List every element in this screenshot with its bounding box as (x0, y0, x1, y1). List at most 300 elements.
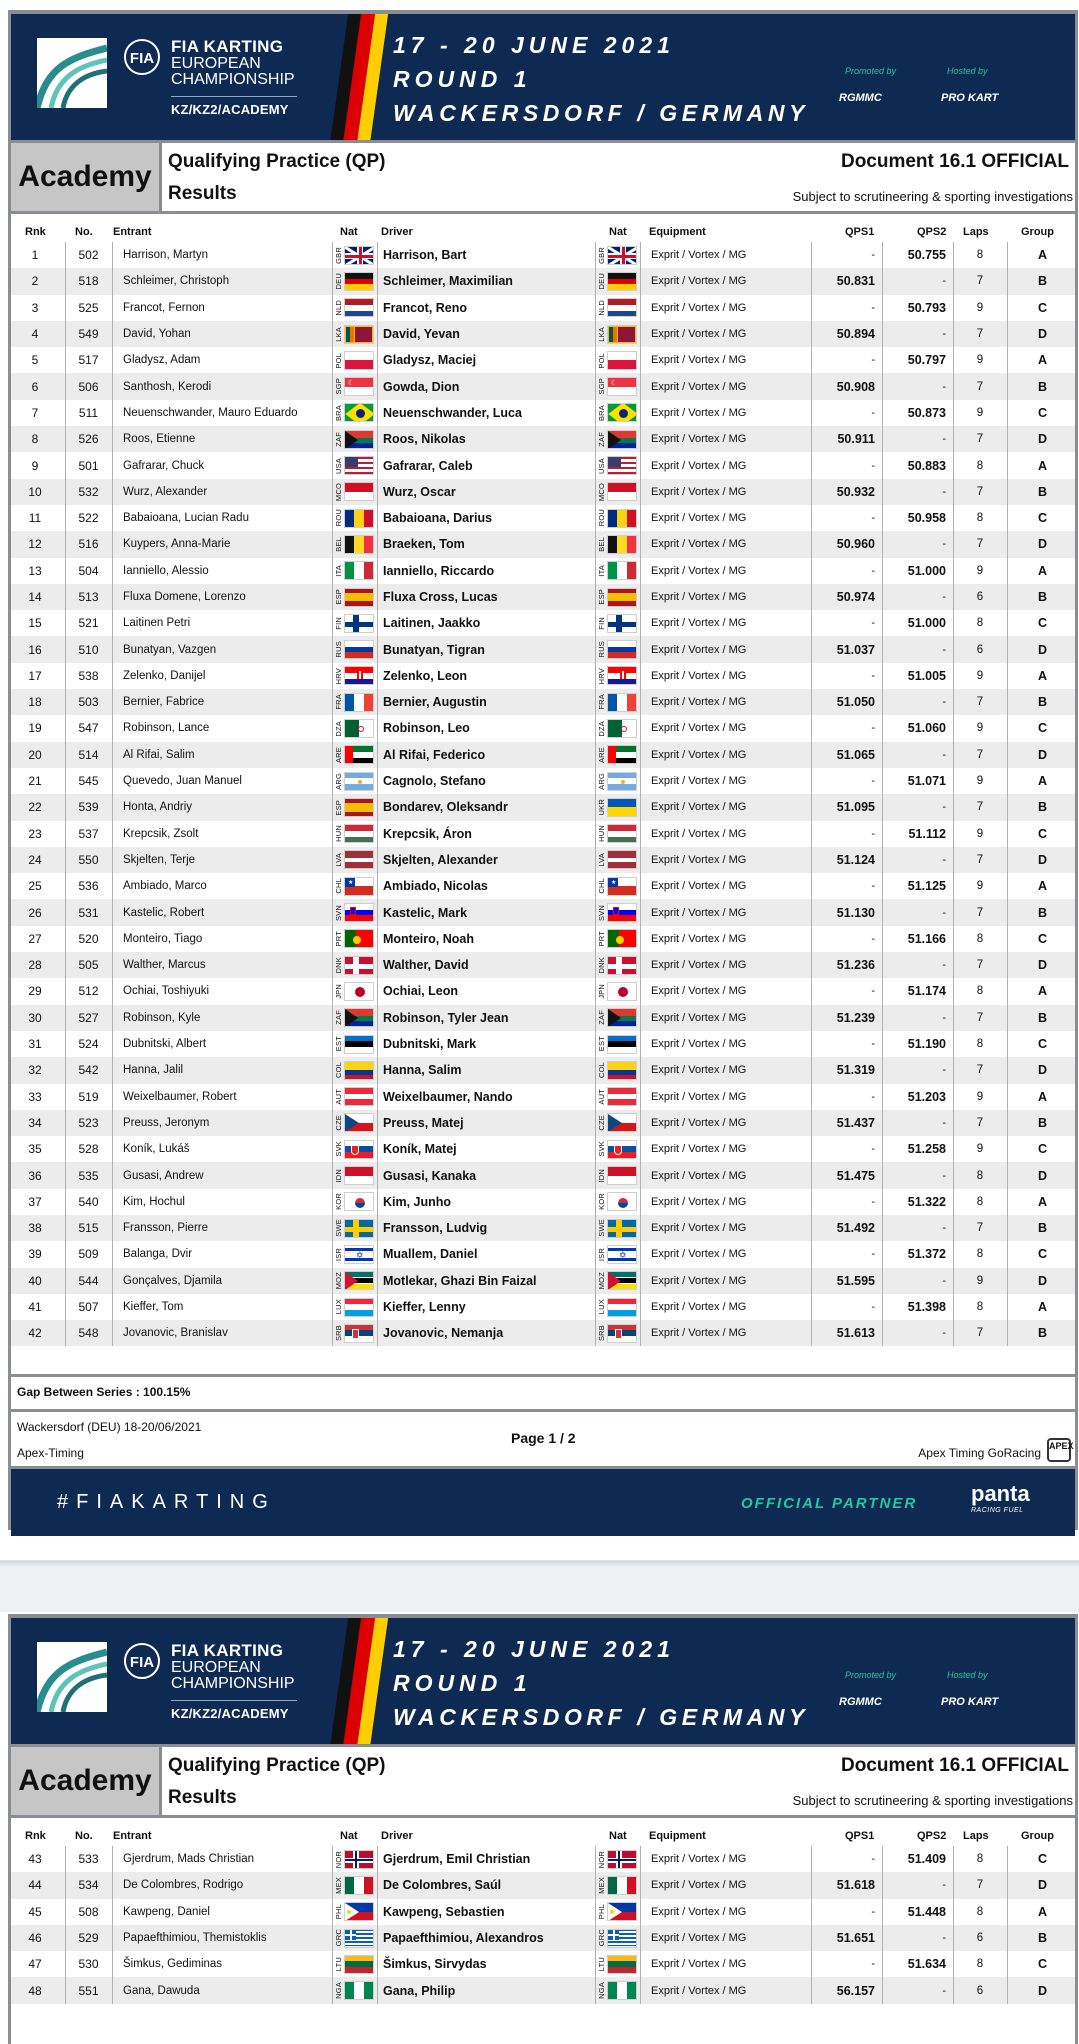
driver-nationality: RUS (598, 640, 637, 659)
timing-provider: Apex-Timing (17, 1446, 84, 1460)
laps: 7 (953, 321, 1006, 347)
qps2-time: 51.174 (882, 978, 952, 1004)
driver-nationality: BEL (598, 535, 637, 554)
driver-nationality: PRT (598, 929, 637, 948)
rank: 17 (28, 668, 42, 683)
kart-number: 514 (65, 742, 111, 768)
qps1-time: - (811, 452, 881, 478)
track-logo-icon (37, 38, 107, 108)
svg-text:FIA: FIA (129, 50, 155, 67)
grc-flag-icon (344, 1929, 374, 1948)
driver-nationality: KOR (598, 1192, 637, 1211)
hrv-flag-icon (344, 666, 374, 685)
entrant-name: Dubnitski, Albert (112, 1031, 332, 1057)
equipment: Exprit / Vortex / MG (640, 1031, 850, 1057)
driver-nationality: NLD (598, 298, 637, 317)
table-row (11, 1241, 1075, 1267)
driver-nationality: ZAF (598, 1008, 637, 1027)
equipment: Exprit / Vortex / MG (640, 1872, 850, 1898)
driver-nationality: SRB (598, 1324, 637, 1343)
group: B (1007, 268, 1077, 294)
rank: 19 (28, 721, 42, 736)
rank: 30 (28, 1010, 42, 1025)
entrant-name: Zelenko, Danijel (112, 663, 332, 689)
laps: 7 (953, 1057, 1006, 1083)
driver-nationality: AUT (598, 1087, 637, 1106)
driver-name: Neuenschwander, Luca (377, 400, 593, 426)
laps: 9 (953, 400, 1006, 426)
brand-line-3: CHAMPIONSHIP (171, 71, 295, 88)
laps: 7 (953, 1110, 1006, 1136)
entrant-nationality: ZAF (335, 1008, 374, 1027)
rank: 1 (31, 248, 39, 263)
rank: 6 (31, 379, 39, 394)
qps1-time: - (811, 1294, 881, 1320)
official-partner-label: OFFICIAL PARTNER (741, 1495, 918, 1512)
col-qps1: QPS1 (845, 1830, 875, 1842)
group: D (1007, 1162, 1077, 1188)
equipment: Exprit / Vortex / MG (640, 1189, 850, 1215)
event-banner (11, 1618, 1075, 1744)
srb-flag-icon (607, 1324, 637, 1343)
equipment: Exprit / Vortex / MG (640, 321, 850, 347)
qps2-time: 50.755 (882, 242, 952, 268)
ita-flag-icon (344, 561, 374, 580)
driver-name: Ochiai, Leon (377, 978, 593, 1004)
table-row (11, 1846, 1075, 1872)
laps: 9 (953, 663, 1006, 689)
nld-flag-icon (344, 298, 374, 317)
group: C (1007, 505, 1077, 531)
col-nat: Nat (340, 226, 358, 238)
laps: 7 (953, 531, 1006, 557)
equipment: Exprit / Vortex / MG (640, 452, 850, 478)
entrant-nationality: SRB (335, 1324, 374, 1343)
driver-name: Monteiro, Noah (377, 926, 593, 952)
driver-name: Gowda, Dion (377, 373, 593, 399)
group: C (1007, 400, 1077, 426)
rank: 10 (28, 484, 42, 499)
arg-flag-icon (344, 772, 374, 791)
ltu-flag-icon (344, 1955, 374, 1974)
kor-flag-icon (344, 1192, 374, 1211)
laps: 8 (953, 978, 1006, 1004)
equipment: Exprit / Vortex / MG (640, 1951, 850, 1977)
driver-name: Walther, David (377, 952, 593, 978)
kart-number: 551 (65, 1977, 111, 2003)
event-round: ROUND 1 (393, 1670, 532, 1696)
entrant-name: Francot, Fernon (112, 295, 332, 321)
laps: 7 (953, 742, 1006, 768)
zaf-flag-icon (344, 430, 374, 449)
qps2-time: 51.322 (882, 1189, 952, 1215)
table-row (11, 689, 1075, 715)
table-row (11, 821, 1075, 847)
kart-number: 530 (65, 1951, 111, 1977)
col-entrant: Entrant (113, 1830, 152, 1842)
qps1-time: 51.492 (811, 1215, 881, 1241)
rank: 35 (28, 1142, 42, 1157)
qps1-time: - (811, 1031, 881, 1057)
entrant-nationality: BRA (335, 403, 374, 422)
rank: 20 (28, 747, 42, 762)
pol-flag-icon (607, 351, 637, 370)
rank: 37 (28, 1194, 42, 1209)
qps2-time: 51.000 (882, 610, 952, 636)
are-flag-icon (344, 745, 374, 764)
qps2-time: - (882, 1110, 952, 1136)
entrant-nationality: MEX (335, 1876, 374, 1895)
rank: 40 (28, 1273, 42, 1288)
ita-flag-icon (607, 561, 637, 580)
col-driver: Driver (381, 1830, 413, 1842)
kart-number: 545 (65, 768, 111, 794)
host-logo: PRO KART (941, 1696, 999, 1708)
equipment: Exprit / Vortex / MG (640, 873, 850, 899)
group: B (1007, 899, 1077, 925)
driver-nationality: EST (598, 1035, 637, 1054)
equipment: Exprit / Vortex / MG (640, 952, 850, 978)
col-nat-2: Nat (609, 226, 627, 238)
table-row (11, 1925, 1075, 1951)
qps2-time: - (882, 584, 952, 610)
brand-classes: KZ/KZ2/ACADEMY (171, 1706, 289, 1721)
table-row (11, 505, 1075, 531)
rank: 21 (28, 774, 42, 789)
equipment: Exprit / Vortex / MG (640, 1241, 850, 1267)
entrant-name: Gafrarar, Chuck (112, 452, 332, 478)
entrant-name: Gana, Dawuda (112, 1977, 332, 2003)
kart-number: 504 (65, 558, 111, 584)
svn-flag-icon (607, 903, 637, 922)
entrant-nationality: AUT (335, 1087, 374, 1106)
entrant-name: Babaioana, Lucian Radu (112, 505, 332, 531)
are-flag-icon (607, 745, 637, 764)
driver-nationality: GRC (598, 1929, 637, 1948)
qps1-time: 50.974 (811, 584, 881, 610)
rank: 11 (28, 511, 42, 526)
page-separator (0, 1560, 1079, 1612)
session-title: Qualifying Practice (QP) (168, 151, 386, 172)
equipment: Exprit / Vortex / MG (640, 1268, 850, 1294)
laps: 7 (953, 1320, 1006, 1346)
group: B (1007, 479, 1077, 505)
driver-name: Gjerdrum, Emil Christian (377, 1846, 593, 1872)
rank: 45 (28, 1904, 42, 1919)
driver-name: Bernier, Augustin (377, 689, 593, 715)
qps1-time: 51.618 (811, 1872, 881, 1898)
driver-name: Roos, Nikolas (377, 426, 593, 452)
driver-nationality: PHL (598, 1902, 637, 1921)
entrant-name: Šimkus, Gediminas (112, 1951, 332, 1977)
driver-nationality: FRA (598, 693, 637, 712)
group: D (1007, 847, 1077, 873)
driver-nationality: UKR (598, 798, 637, 817)
group: C (1007, 1846, 1077, 1872)
kart-number: 539 (65, 794, 111, 820)
entrant-name: Kawpeng, Daniel (112, 1899, 332, 1925)
qps1-time: - (811, 821, 881, 847)
ukr-flag-icon (607, 798, 637, 817)
page-number: Page 1 / 2 (511, 1430, 576, 1446)
kart-number: 537 (65, 821, 111, 847)
group: A (1007, 873, 1077, 899)
qps2-time: 50.873 (882, 400, 952, 426)
kart-number: 510 (65, 636, 111, 662)
laps: 9 (953, 715, 1006, 741)
group: A (1007, 1189, 1077, 1215)
laps: 8 (953, 1951, 1006, 1977)
table-row (11, 321, 1075, 347)
entrant-name: Fluxa Domene, Lorenzo (112, 584, 332, 610)
col-no: No. (75, 1830, 93, 1842)
qps2-time: - (882, 373, 952, 399)
qps1-time: - (811, 1899, 881, 1925)
equipment: Exprit / Vortex / MG (640, 531, 850, 557)
qps2-time: - (882, 1057, 952, 1083)
qps2-time: 51.190 (882, 1031, 952, 1057)
zaf-flag-icon (344, 1008, 374, 1027)
qps1-time: 50.911 (811, 426, 881, 452)
rank: 41 (28, 1300, 42, 1315)
qps1-time: - (811, 1241, 881, 1267)
equipment: Exprit / Vortex / MG (640, 584, 850, 610)
table-row (11, 952, 1075, 978)
qps2-time: 51.005 (882, 663, 952, 689)
mco-flag-icon (344, 482, 374, 501)
group: A (1007, 768, 1077, 794)
laps: 7 (953, 268, 1006, 294)
nor-flag-icon (607, 1850, 637, 1869)
kart-number: 526 (65, 426, 111, 452)
col-flag-icon (607, 1061, 637, 1080)
phl-flag-icon (344, 1902, 374, 1921)
qps1-time: - (811, 295, 881, 321)
driver-name: Laitinen, Jaakko (377, 610, 593, 636)
rank: 22 (28, 800, 42, 815)
hun-flag-icon (344, 824, 374, 843)
entrant-nationality: LTU (335, 1955, 374, 1974)
equipment: Exprit / Vortex / MG (640, 1925, 850, 1951)
rank: 38 (28, 1221, 42, 1236)
driver-nationality: ROU (598, 509, 637, 528)
kart-number: 517 (65, 347, 111, 373)
entrant-name: Gusasi, Andrew (112, 1162, 332, 1188)
promoted-by-label: Promoted by (845, 1670, 897, 1680)
dza-flag-icon (344, 719, 374, 738)
driver-nationality: ISR ✡ (598, 1245, 637, 1264)
qps1-time: 51.475 (811, 1162, 881, 1188)
qps2-time: 51.071 (882, 768, 952, 794)
entrant-nationality: EST (335, 1035, 374, 1054)
driver-name: Gafrarar, Caleb (377, 452, 593, 478)
group: A (1007, 347, 1077, 373)
timing-brand: Apex Timing GoRacing (918, 1446, 1041, 1460)
group: B (1007, 1110, 1077, 1136)
kart-number: 540 (65, 1189, 111, 1215)
table-row (11, 1951, 1075, 1977)
entrant-nationality: MOZ (335, 1271, 374, 1290)
table-row (11, 715, 1075, 741)
equipment: Exprit / Vortex / MG (640, 1162, 850, 1188)
kart-number: 523 (65, 1110, 111, 1136)
laps: 8 (953, 242, 1006, 268)
table-row (11, 742, 1075, 768)
entrant-nationality: PRT (335, 929, 374, 948)
hun-flag-icon (607, 824, 637, 843)
entrant-nationality: POL (335, 351, 374, 370)
qps2-time: - (882, 742, 952, 768)
document-number: Document 16.1 OFFICIAL (840, 151, 1069, 172)
group: D (1007, 1977, 1077, 2003)
group: D (1007, 952, 1077, 978)
laps: 6 (953, 584, 1006, 610)
qps2-time: - (882, 531, 952, 557)
equipment: Exprit / Vortex / MG (640, 295, 850, 321)
driver-nationality: COL (598, 1061, 637, 1080)
driver-name: Francot, Reno (377, 295, 593, 321)
rank: 43 (28, 1852, 42, 1867)
kart-number: 534 (65, 1872, 111, 1898)
host-logo: PRO KART (941, 92, 999, 104)
qps2-time: - (882, 479, 952, 505)
driver-name: David, Yevan (377, 321, 593, 347)
lva-flag-icon (344, 850, 374, 869)
laps: 8 (953, 1846, 1006, 1872)
idn-flag-icon (607, 1166, 637, 1185)
entrant-name: Santhosh, Kerodi (112, 373, 332, 399)
laps: 6 (953, 1977, 1006, 2003)
track-logo-icon (37, 1642, 107, 1712)
driver-nationality: CZE (598, 1113, 637, 1132)
lka-flag-icon (344, 325, 374, 344)
entrant-nationality: NLD (335, 298, 374, 317)
kart-number: 547 (65, 715, 111, 741)
qps2-time: 51.112 (882, 821, 952, 847)
kart-number: 516 (65, 531, 111, 557)
group: A (1007, 452, 1077, 478)
kart-number: 520 (65, 926, 111, 952)
equipment: Exprit / Vortex / MG (640, 1320, 850, 1346)
page-footer (11, 1412, 1075, 1468)
kart-number: 501 (65, 452, 111, 478)
driver-nationality: CHL ★ (598, 877, 637, 896)
qps2-time: - (882, 952, 952, 978)
kart-number: 508 (65, 1899, 111, 1925)
driver-nationality: HUN (598, 824, 637, 843)
event-venue: WACKERSDORF / GERMANY (393, 1704, 810, 1730)
equipment: Exprit / Vortex / MG (640, 926, 850, 952)
prt-flag-icon (607, 929, 637, 948)
entrant-nationality: CZE (335, 1113, 374, 1132)
kart-number: 502 (65, 242, 111, 268)
group: D (1007, 321, 1077, 347)
group: B (1007, 1005, 1077, 1031)
hosted-by-label: Hosted by (947, 66, 988, 76)
driver-name: Kawpeng, Sebastien (377, 1899, 593, 1925)
driver-name: Krepcsik, Áron (377, 821, 593, 847)
qps1-time: - (811, 347, 881, 373)
qps1-time: 51.319 (811, 1057, 881, 1083)
nld-flag-icon (607, 298, 637, 317)
table-row (11, 794, 1075, 820)
dza-flag-icon (607, 719, 637, 738)
partner-logo (971, 1481, 1030, 1514)
laps: 9 (953, 295, 1006, 321)
table-row (11, 1215, 1075, 1241)
entrant-nationality: ROU (335, 509, 374, 528)
entrant-nationality: COL (335, 1061, 374, 1080)
equipment: Exprit / Vortex / MG (640, 978, 850, 1004)
kart-number: 529 (65, 1925, 111, 1951)
qps1-time: 51.239 (811, 1005, 881, 1031)
bel-flag-icon (607, 535, 637, 554)
entrant-nationality: NOR (335, 1850, 374, 1869)
laps: 7 (953, 899, 1006, 925)
col-laps: Laps (963, 1830, 989, 1842)
lka-flag-icon (607, 325, 637, 344)
group: D (1007, 1057, 1077, 1083)
fia-emblem-icon (123, 38, 169, 76)
laps: 9 (953, 1268, 1006, 1294)
table-row (11, 1084, 1075, 1110)
laps: 7 (953, 1872, 1006, 1898)
table-header (11, 1818, 1075, 1846)
qps2-time: 51.634 (882, 1951, 952, 1977)
mex-flag-icon (344, 1876, 374, 1895)
group: C (1007, 1031, 1077, 1057)
swe-flag-icon (344, 1219, 374, 1238)
group: A (1007, 242, 1077, 268)
entrant-name: Gladysz, Adam (112, 347, 332, 373)
fia-emblem-icon (123, 1642, 169, 1680)
table-row (11, 584, 1075, 610)
col-driver: Driver (381, 226, 413, 238)
event-venue: WACKERSDORF / GERMANY (393, 100, 810, 126)
table-row (11, 1162, 1075, 1188)
entrant-nationality: FRA (335, 693, 374, 712)
entrant-name: Ochiai, Toshiyuki (112, 978, 332, 1004)
kart-number: 550 (65, 847, 111, 873)
kart-number: 518 (65, 268, 111, 294)
germany-flag-stripes (328, 1618, 389, 1744)
mex-flag-icon (607, 1876, 637, 1895)
entrant-name: Roos, Etienne (112, 426, 332, 452)
group: A (1007, 1294, 1077, 1320)
qps2-time: - (882, 847, 952, 873)
gap-between-series: Gap Between Series : 100.15% (11, 1374, 1075, 1412)
entrant-name: Hanna, Jalil (112, 1057, 332, 1083)
laps: 9 (953, 873, 1006, 899)
session-title: Qualifying Practice (QP) (168, 1755, 386, 1776)
nga-flag-icon (607, 1981, 637, 2000)
event-dates: 17 - 20 JUNE 2021 (393, 1636, 675, 1662)
equipment: Exprit / Vortex / MG (640, 1899, 850, 1925)
laps: 7 (953, 847, 1006, 873)
rank: 34 (28, 1115, 42, 1130)
entrant-nationality: MCO (335, 482, 374, 501)
laps: 7 (953, 1005, 1006, 1031)
title-block (11, 140, 1075, 214)
qps2-time: - (882, 268, 952, 294)
entrant-nationality: HUN (335, 824, 374, 843)
driver-nationality: LVA (598, 850, 637, 869)
fra-flag-icon (344, 693, 374, 712)
col-equipment: Equipment (649, 226, 706, 238)
table-row (11, 558, 1075, 584)
promoter-logo: RGMMC (839, 1696, 882, 1708)
group: D (1007, 742, 1077, 768)
